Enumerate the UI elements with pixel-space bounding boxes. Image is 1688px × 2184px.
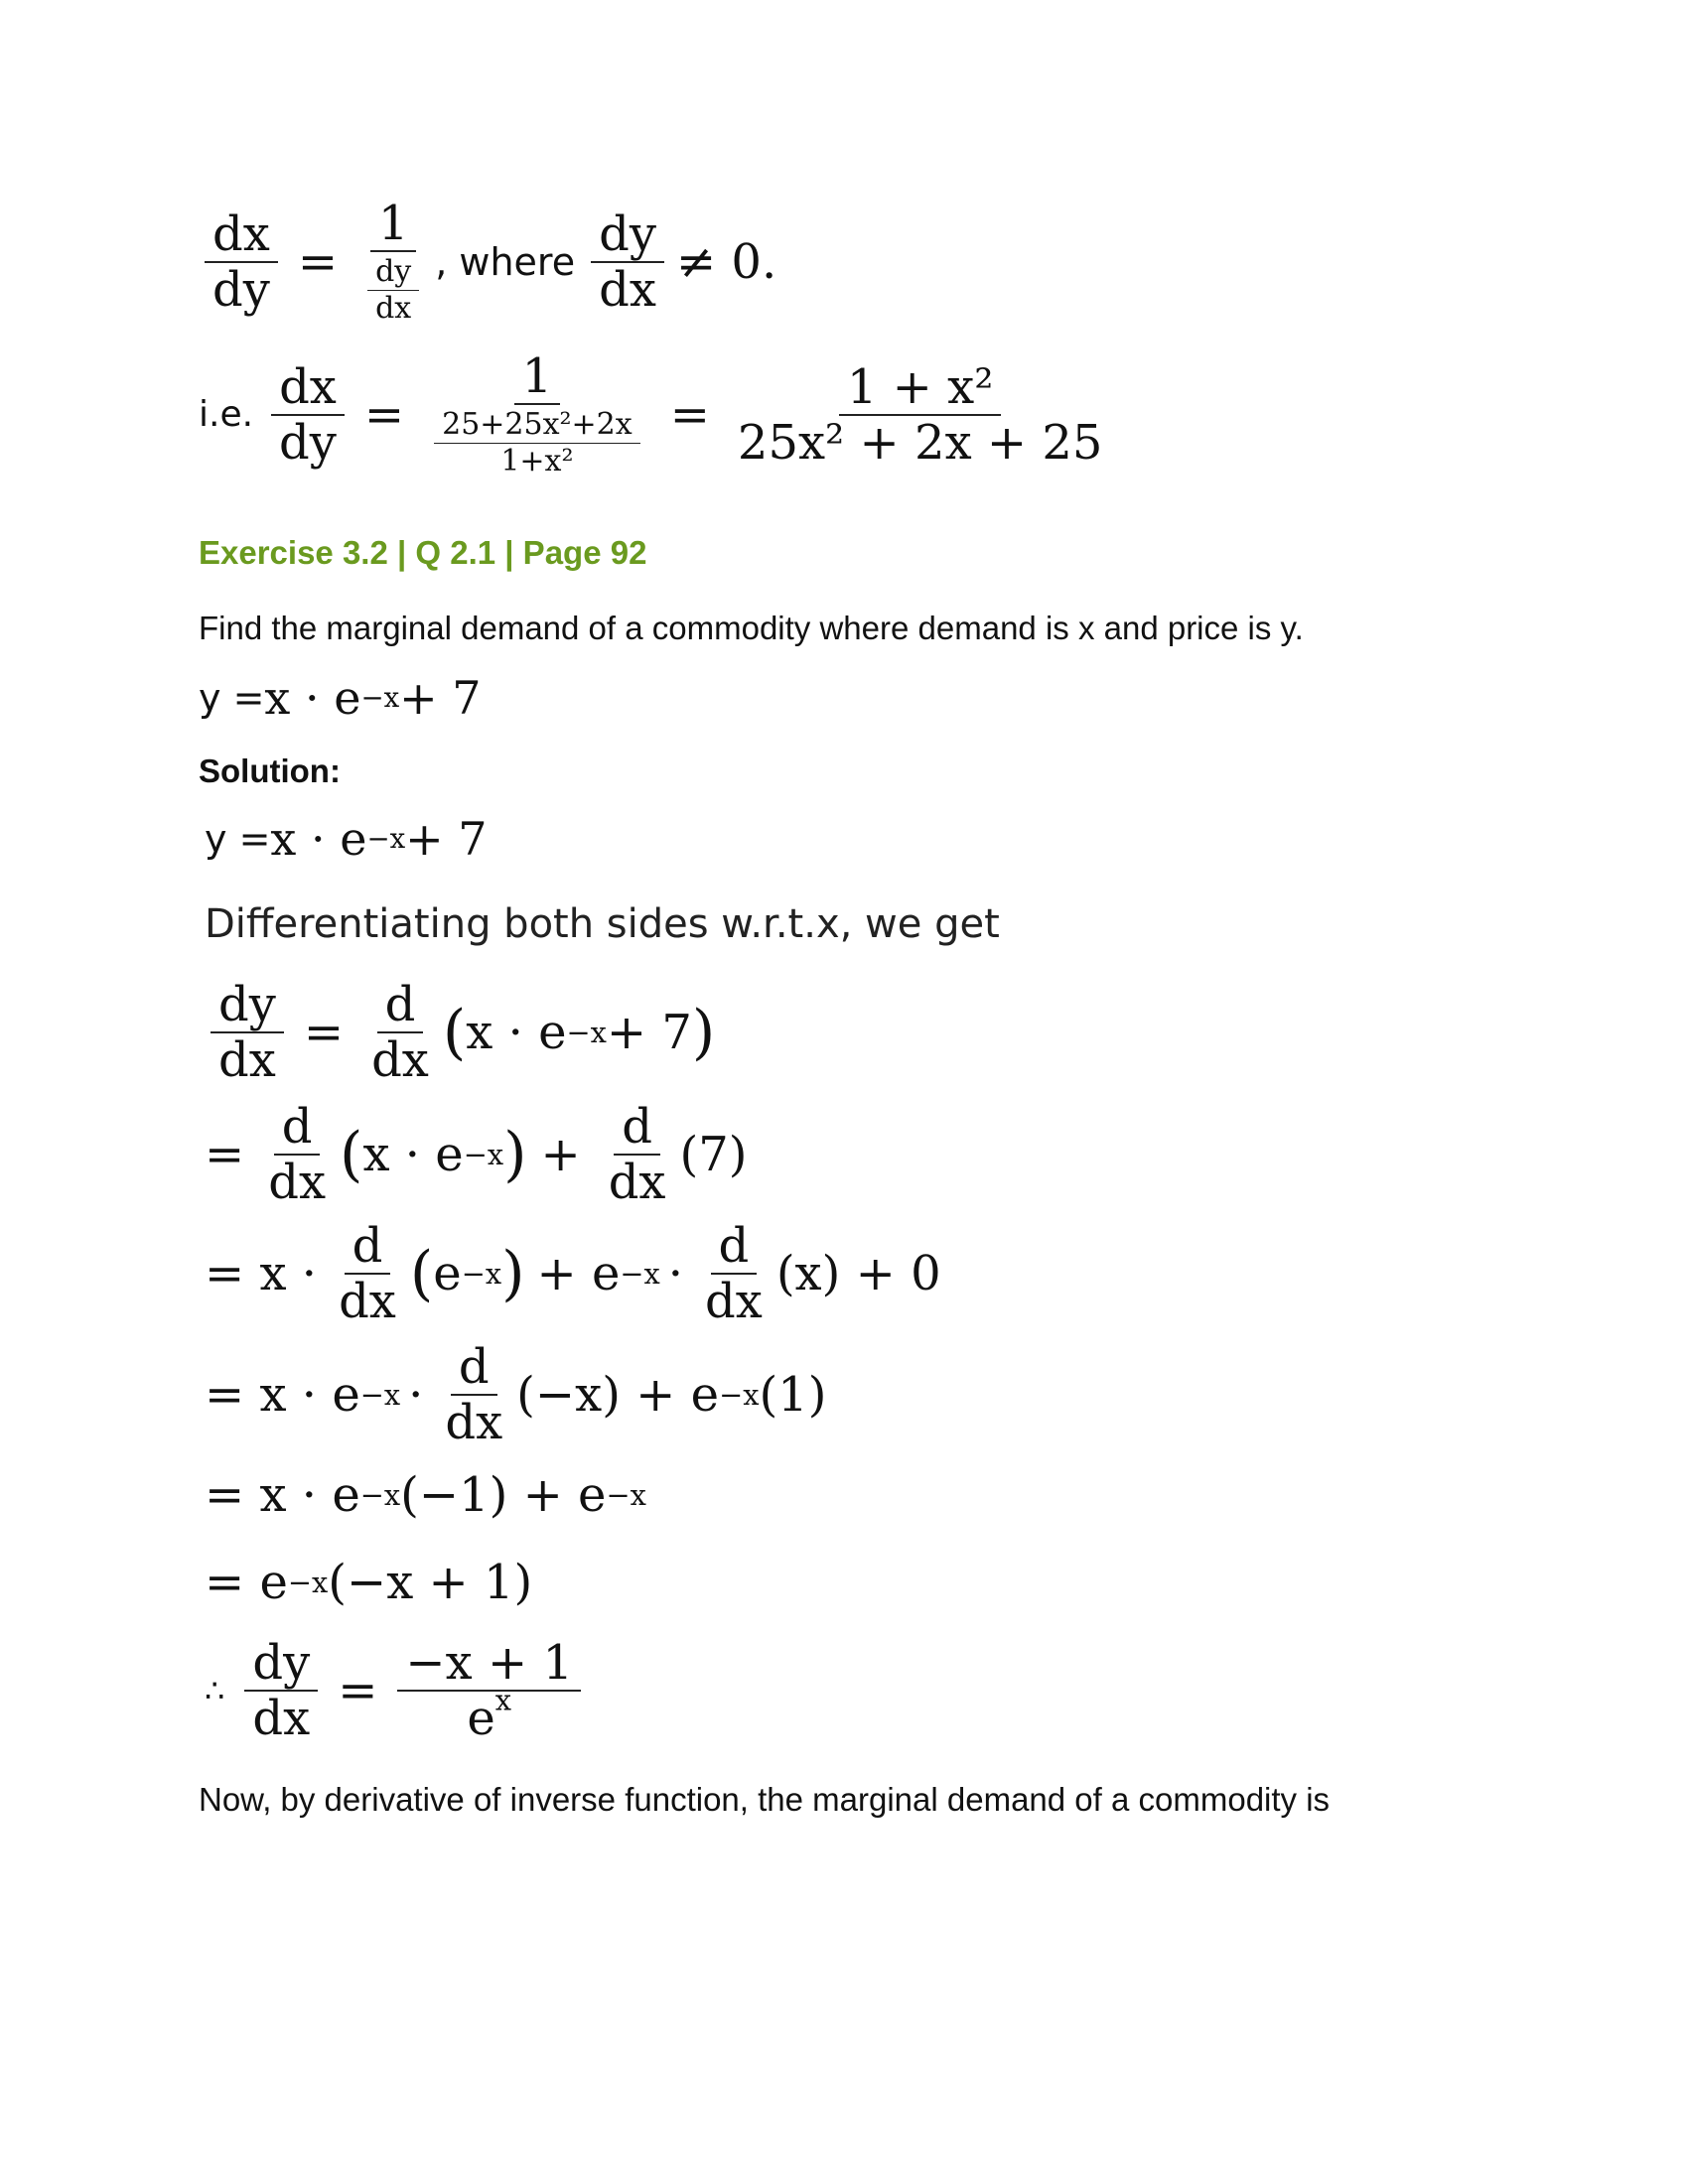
- equation-tail: + 7: [399, 671, 482, 725]
- numerator: d: [345, 1219, 391, 1275]
- expression: x · e: [362, 1127, 464, 1183]
- fraction-complex: [424, 349, 650, 480]
- numerator: dy: [591, 207, 664, 263]
- numerator: d: [377, 978, 424, 1033]
- denominator: [459, 1683, 519, 1747]
- numerator: d: [614, 1100, 660, 1156]
- numerator: dx: [205, 207, 278, 263]
- denominator: dx: [252, 1691, 311, 1747]
- expression-tail: (7): [679, 1127, 748, 1183]
- numerator: d: [451, 1340, 497, 1396]
- fraction-result: [397, 1636, 581, 1746]
- step-lead: = x · e: [205, 1367, 360, 1424]
- denominator: dy: [279, 415, 337, 472]
- numerator: dx: [271, 360, 345, 416]
- expression-tail: (−x + 1): [328, 1555, 533, 1610]
- equals-sign: =: [303, 1005, 345, 1061]
- denominator: dx: [371, 1032, 429, 1089]
- fraction-dy-dx: [244, 1636, 318, 1746]
- fraction-dx-dy: [271, 360, 345, 471]
- numerator: 1: [514, 349, 561, 405]
- step-5: = x · e −x (−1) + e −x: [205, 1467, 646, 1523]
- expression-mid: + e: [536, 1246, 621, 1302]
- open-paren: (: [409, 1239, 434, 1309]
- open-paren: (: [442, 998, 467, 1068]
- equals-sign: =: [338, 1663, 378, 1719]
- equation-tail: + 7: [405, 812, 488, 866]
- fraction-condition: [591, 207, 664, 318]
- denominator: dx: [339, 1274, 396, 1330]
- step-7-conclusion: [205, 1636, 587, 1746]
- plus-sign: +: [540, 1127, 581, 1183]
- equation-body: x · e: [270, 812, 367, 866]
- equals-sign: =: [297, 234, 339, 291]
- solution-equation: y = x · e −x + 7: [205, 812, 488, 866]
- fraction-dy-dx: [211, 978, 284, 1088]
- fraction-dx-dy: [205, 207, 278, 318]
- denominator: 25x² + 2x + 25: [737, 415, 1103, 472]
- expression-tail: + 7: [606, 1005, 692, 1061]
- fraction-d-dx: [363, 978, 437, 1088]
- expression-mid: (−1) + e: [400, 1467, 607, 1523]
- step-6: = e −x (−x + 1): [205, 1555, 533, 1610]
- fraction-d-dx: [260, 1100, 334, 1210]
- denominator: [357, 252, 429, 328]
- step-lead: = x ·: [205, 1246, 318, 1302]
- dot-operator: ·: [667, 1246, 684, 1302]
- fraction-one-over: [357, 197, 429, 328]
- close-paren: ): [691, 998, 716, 1068]
- numerator: d: [711, 1219, 758, 1275]
- denominator: dx: [705, 1274, 763, 1330]
- therefore-symbol: ∴: [205, 1672, 225, 1710]
- final-paragraph: Now, by derivative of inverse function, the marginal demand of a commodity is: [199, 1781, 1331, 1818]
- not-equal-zero: ≠ 0.: [675, 234, 777, 291]
- denominator: 1+x²: [500, 443, 574, 478]
- denominator: dx: [375, 290, 412, 326]
- base: e: [467, 1691, 495, 1747]
- nested-fraction: [434, 407, 640, 478]
- equation-lead: y =: [199, 676, 265, 720]
- equation-lead: y =: [205, 817, 271, 861]
- exponent: x: [494, 1683, 512, 1717]
- nested-fraction-dy-dx: [367, 254, 419, 326]
- step-2: = $\frac{d}{dx}$ ( x · e −x ) + $\frac{d}{dx}$ (7): [205, 1099, 748, 1211]
- expression-tail: (x) + 0: [775, 1246, 941, 1302]
- fraction-result: [730, 360, 1111, 471]
- denominator: dx: [445, 1395, 503, 1451]
- denominator: dx: [608, 1155, 666, 1211]
- step-lead: = e: [205, 1555, 288, 1610]
- expression: x · e: [466, 1005, 567, 1061]
- step-4: = x · e −x · $\frac{d}{dx}$ (−x) + e −x (1): [205, 1339, 827, 1451]
- fraction-d-dx: [437, 1340, 510, 1450]
- numerator: d: [274, 1100, 321, 1156]
- equals-sign: =: [363, 387, 405, 444]
- equals-sign: =: [205, 1127, 245, 1183]
- dot-operator: ·: [408, 1367, 424, 1424]
- numerator: 25+25x²+2x: [434, 407, 640, 444]
- expression-tail: (1): [759, 1367, 827, 1424]
- fraction-d-dx: [331, 1219, 404, 1329]
- denominator: dx: [599, 262, 656, 319]
- question-equation: y = x · e −x + 7: [199, 671, 482, 725]
- expression-mid: (−x) + e: [516, 1367, 720, 1424]
- inverse-derivative-result: [199, 349, 1116, 480]
- open-paren: (: [340, 1120, 363, 1190]
- differentiating-text: Differentiating both sides w.r.t.x, we get: [205, 901, 1000, 947]
- denominator: dx: [218, 1032, 276, 1089]
- equation-body: x · e: [264, 671, 361, 725]
- question-text: Find the marginal demand of a commodity where demand is x and price is y.: [199, 610, 1304, 646]
- ie-label: i.e.: [199, 394, 254, 436]
- inverse-derivative-formula: [199, 197, 776, 328]
- numerator: −x + 1: [397, 1636, 581, 1692]
- where-text: , where: [435, 240, 576, 285]
- numerator: 1 + x²: [839, 360, 1002, 416]
- numerator: dy: [244, 1636, 318, 1692]
- step-1: $\frac{dy}{dx}$ = $\frac{d}{dx}$ ( x · e −x + 7 ): [205, 978, 715, 1088]
- denominator: [424, 405, 650, 480]
- close-paren: ): [503, 1120, 527, 1190]
- step-lead: = x · e: [205, 1467, 360, 1523]
- denominator: dx: [268, 1155, 327, 1211]
- fraction-d-dx: [697, 1219, 771, 1329]
- solution-label: Solution:: [199, 752, 341, 789]
- fraction-d-dx: [601, 1100, 674, 1210]
- close-paren: ): [501, 1239, 525, 1309]
- denominator: dy: [212, 262, 270, 319]
- numerator: dy: [211, 978, 284, 1033]
- numerator: 1: [370, 197, 417, 252]
- section-heading: Exercise 3.2 | Q 2.1 | Page 92: [199, 534, 647, 571]
- expression: e: [433, 1246, 462, 1302]
- step-3: = x · $\frac{d}{dx}$ ( e −x ) + e −x · $\frac{d}{dx}$ (x) + 0: [205, 1218, 941, 1330]
- numerator: dy: [367, 254, 419, 291]
- equals-sign: =: [669, 387, 710, 444]
